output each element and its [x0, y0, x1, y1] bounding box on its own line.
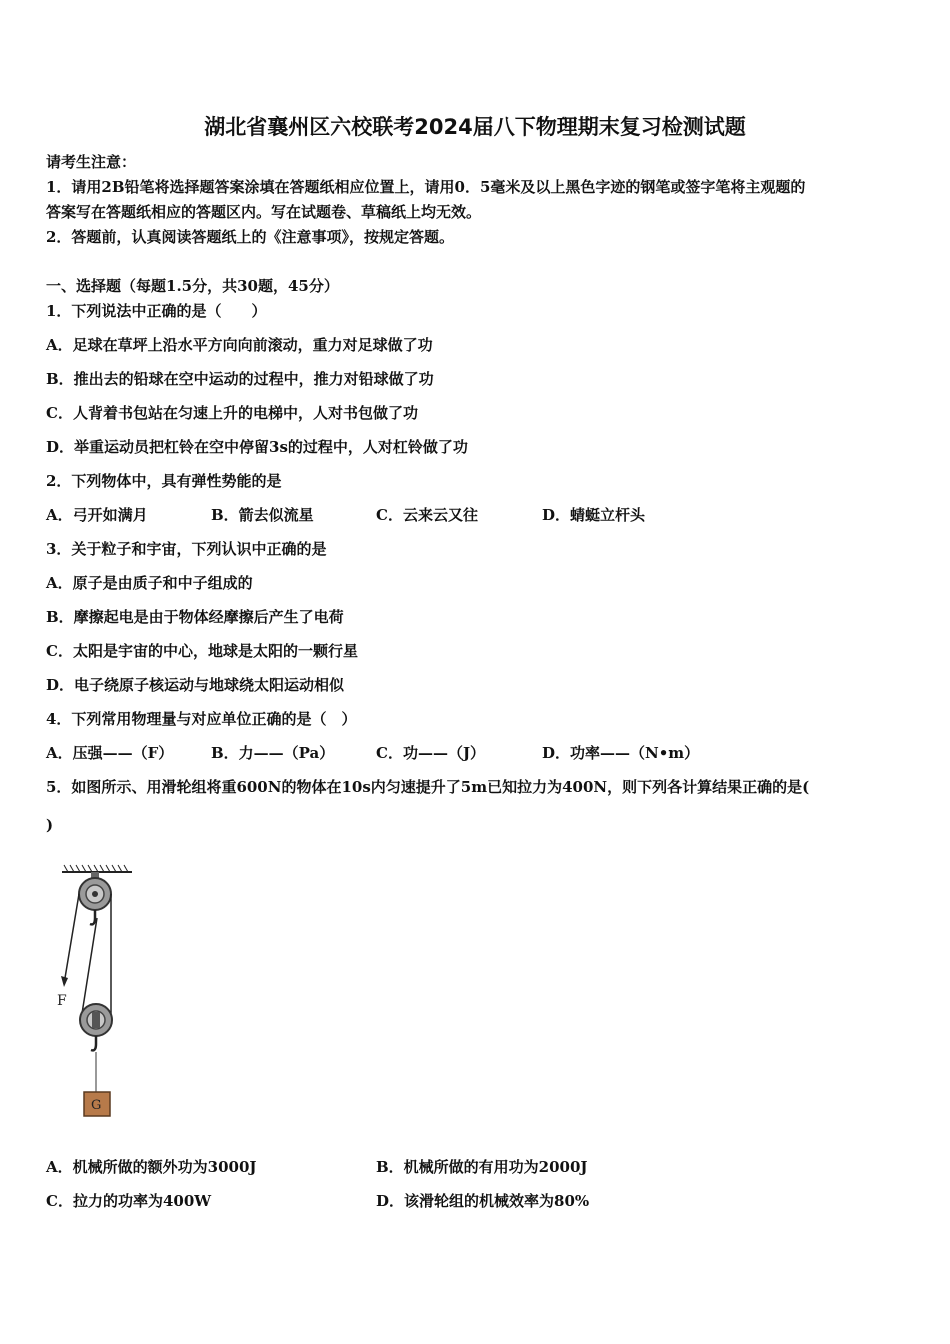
notice-item-1-line-2: 答案写在答题纸相应的答题区内。写在试题卷、草稿纸上均无效。: [46, 203, 482, 221]
notice-item-1-line-1: 1．请用2B铅笔将选择题答案涂填在答题纸相应位置上，请用0．5毫米及以上黑色字迹的钢笔或签字笔将主观题的: [46, 178, 806, 196]
ceiling-hatching: [64, 865, 128, 872]
q4-stem: 4．下列常用物理量与对应单位正确的是（ ）: [46, 710, 357, 728]
q4-option-a: A．压强——（F）: [46, 744, 174, 762]
q2-option-c: C．云来云又往: [376, 506, 478, 524]
notice-heading: 请考生注意：: [46, 153, 137, 171]
q5-option-b: B．机械所做的有用功为2000J: [376, 1158, 588, 1176]
force-label: F: [57, 993, 67, 1009]
q5-stem-line-1: 5．如图所示、用滑轮组将重600N的物体在10s内匀速提升了5m已知拉力为400N，则下列各计算结果正确的是(: [46, 778, 810, 796]
q3-stem: 3．关于粒子和宇宙，下列认识中正确的是: [46, 540, 327, 558]
q5-stem-line-2: ): [46, 816, 54, 834]
rope-left: [64, 894, 79, 984]
q3-option-b: B．摩擦起电是由于物体经摩擦后产生了电荷: [46, 608, 344, 626]
page-title: 湖北省襄州区六校联考2024届八下物理期末复习检测试题: [204, 115, 746, 139]
q1-option-b: B．推出去的铅球在空中运动的过程中，推力对铅球做了功: [46, 370, 434, 388]
q1-stem: 1．下列说法中正确的是（ ）: [46, 302, 267, 320]
q5-option-a: A．机械所做的额外功为3000J: [46, 1158, 257, 1176]
notice-item-2: 2．答题前，认真阅读答题纸上的《注意事项》，按规定答题。: [46, 228, 454, 246]
q4-option-b: B．力——（Pa）: [211, 744, 335, 762]
q1-option-c: C．人背着书包站在匀速上升的电梯中，人对书包做了功: [46, 404, 418, 422]
section-heading: 一、选择题（每题1.5分，共30题，45分）: [46, 277, 339, 295]
q3-option-a: A．原子是由质子和中子组成的: [46, 574, 253, 592]
q4-option-c: C．功——（J）: [376, 744, 486, 762]
q1-option-d: D．举重运动员把杠铃在空中停留3s的过程中，人对杠铃做了功: [46, 438, 468, 456]
q3-option-c: C．太阳是宇宙的中心，地球是太阳的一颗行星: [46, 642, 358, 660]
q2-option-d: D．蜻蜓立杆头: [542, 506, 646, 524]
force-arrow-head: [61, 976, 68, 987]
weight-label: G: [91, 1098, 102, 1113]
fixed-pulley-hook: [90, 910, 95, 924]
q2-option-b: B．箭去似流星: [211, 506, 314, 524]
q4-option-d: D．功率——（N•m）: [542, 744, 700, 762]
q3-option-d: D．电子绕原子核运动与地球绕太阳运动相似: [46, 676, 345, 694]
q1-option-a: A．足球在草坪上沿水平方向向前滚动，重力对足球做了功: [46, 336, 433, 354]
pulley-system-figure: [52, 862, 142, 1124]
q2-stem: 2．下列物体中，具有弹性势能的是: [46, 472, 282, 490]
q2-option-a: A．弓开如满月: [46, 506, 148, 524]
movable-pulley-hook: [91, 1036, 96, 1050]
q5-option-c: C．拉力的功率为400W: [46, 1192, 212, 1210]
q5-option-d: D．该滑轮组的机械效率为80%: [376, 1192, 590, 1210]
